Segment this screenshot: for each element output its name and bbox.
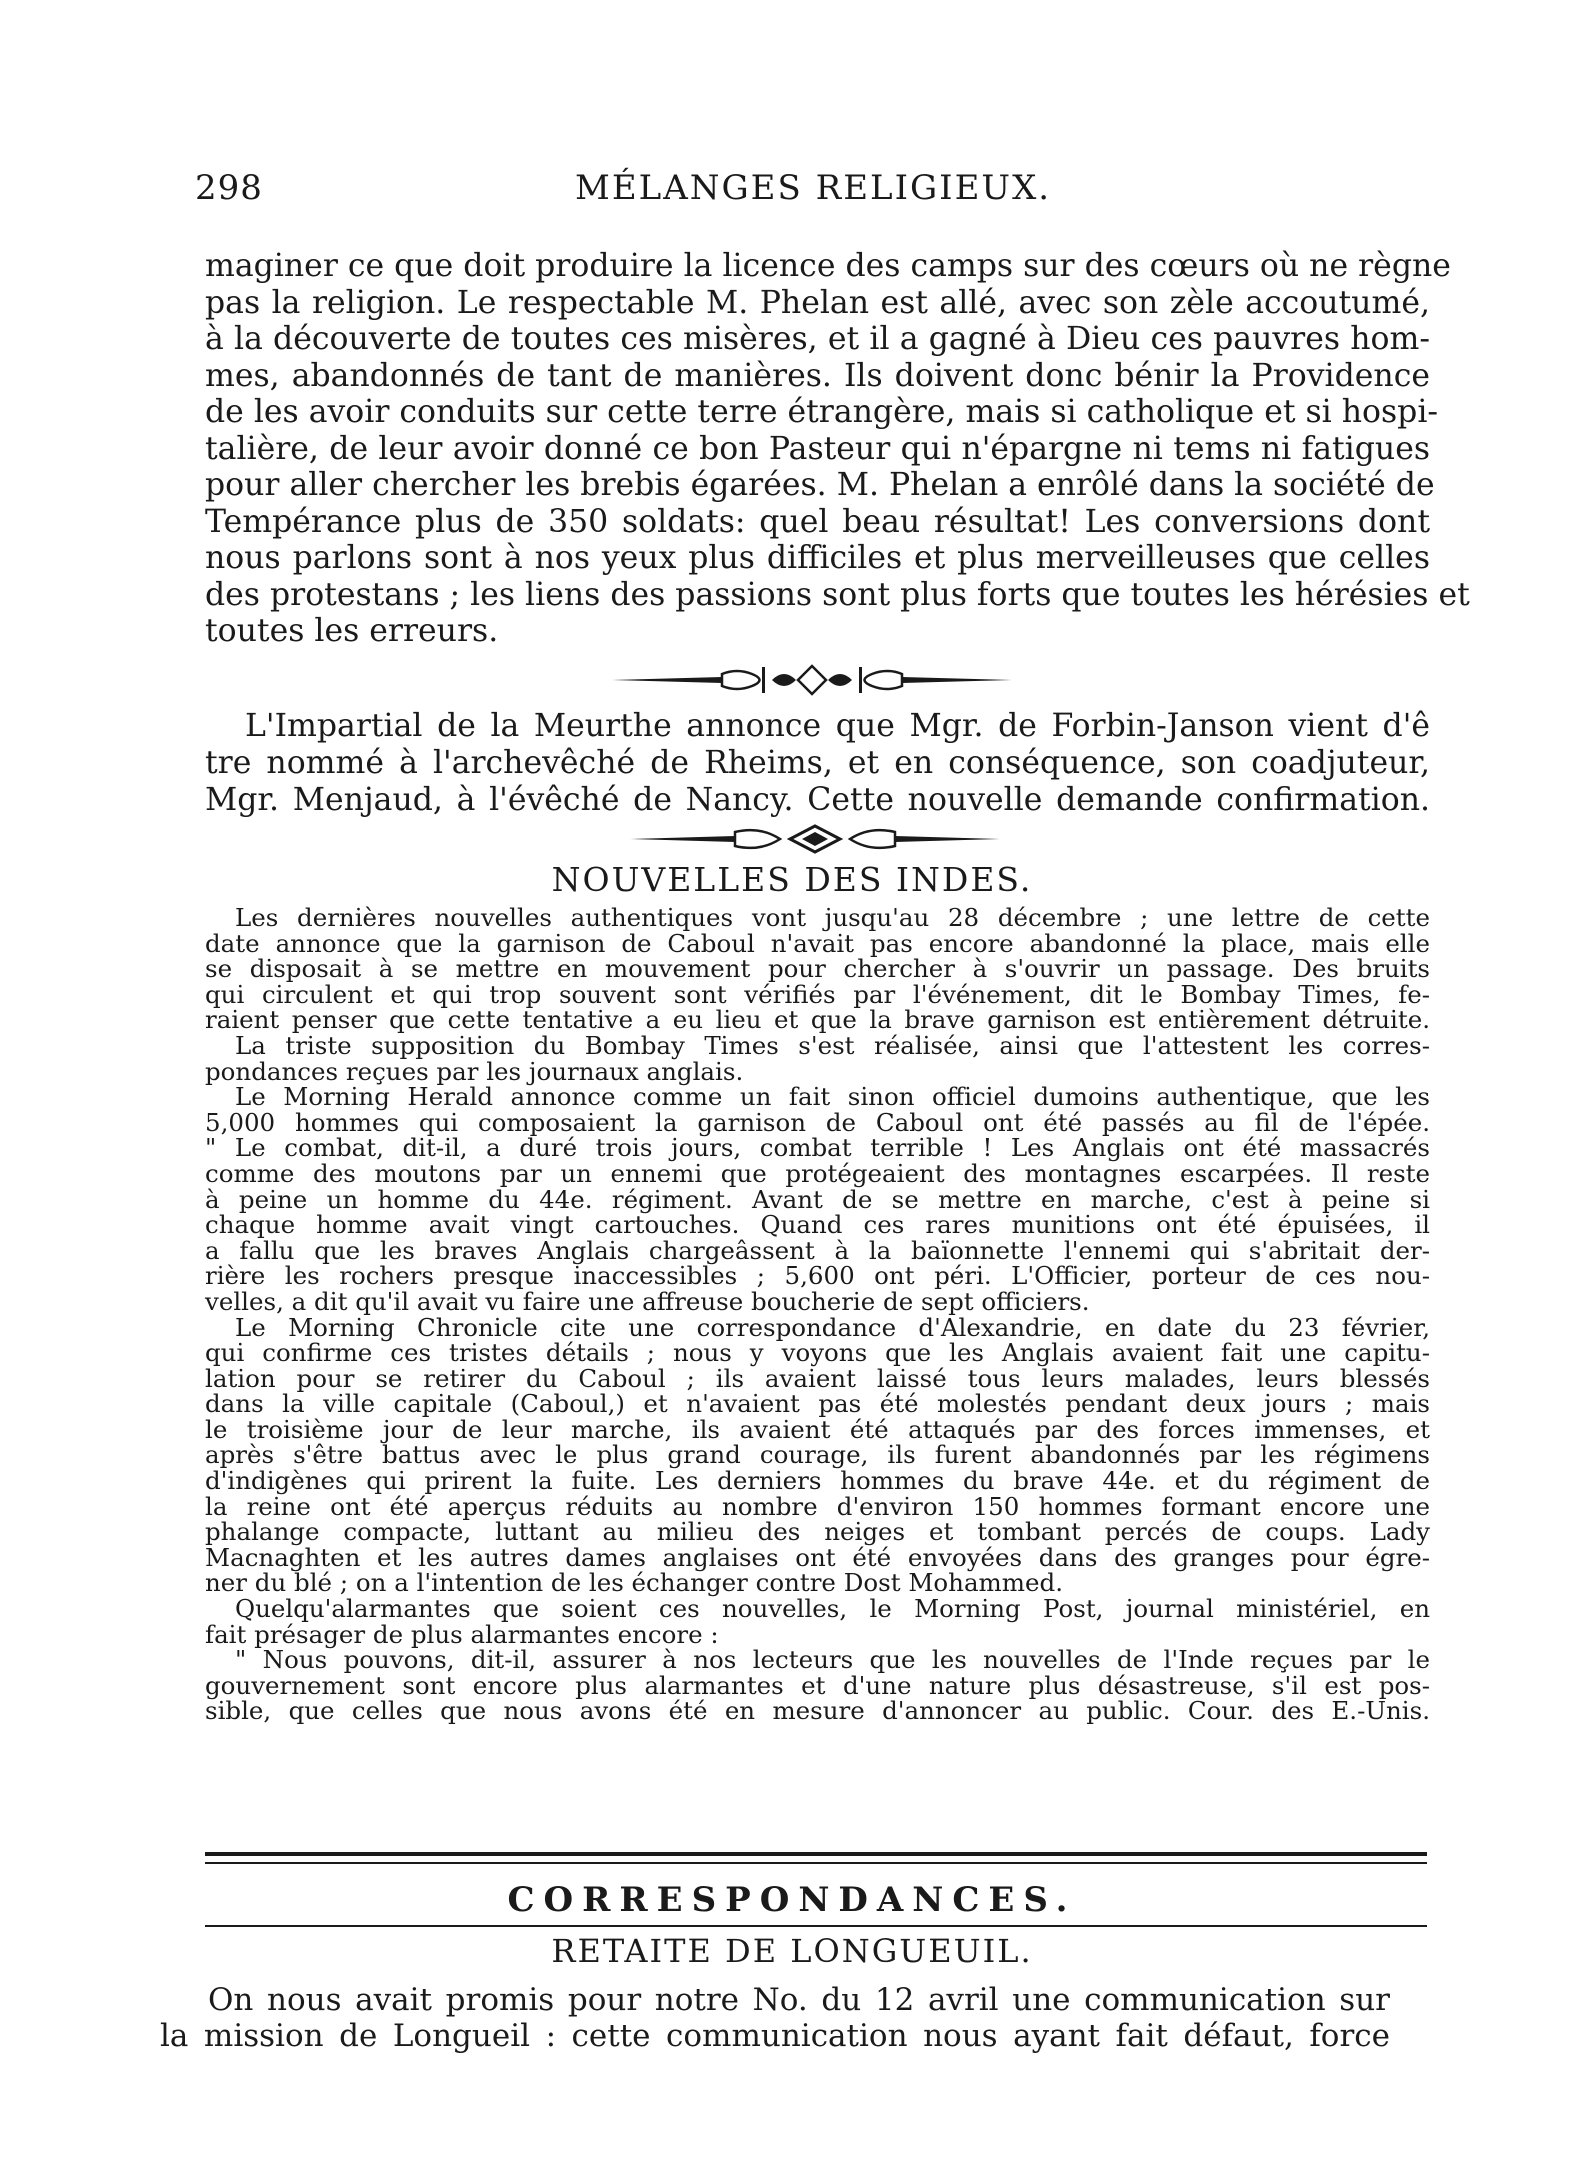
text-line: nous parlons sont à nos yeux plus difficiles et plus merveilleuses que celles bbox=[205, 540, 1430, 576]
text-line: tre nommé à l'archevêché de Rheims, et en conséquence, son coadjuteur, bbox=[205, 745, 1430, 781]
text-line: rière les rochers presque inaccessibles ; 5,600 ont péri. L'Officier, porteur de ces nou- bbox=[205, 1261, 1430, 1291]
text-line: toutes les erreurs. bbox=[205, 613, 499, 649]
text-line: " Le combat, dit-il, a duré trois jours, combat terrible ! Les Anglais ont été massacrés bbox=[205, 1133, 1430, 1163]
running-head bbox=[195, 168, 1425, 218]
subsection-heading-retaite: RETAITE DE LONGUEUIL. bbox=[551, 1932, 1033, 1970]
text-line: après s'être battus avec le plus grand courage, ils furent abandonnés par les régimens bbox=[205, 1440, 1430, 1470]
text-line: qui circulent et qui trop souvent sont vérifiés par l'événement, dit le Bombay Times, fe- bbox=[205, 979, 1430, 1009]
text-line: La triste supposition du Bombay Times s'est réalisée, ainsi que l'attestent les corres- bbox=[235, 1030, 1430, 1060]
text-line: date annonce que la garnison de Caboul n'avait pas encore abandonné la place, mais elle bbox=[205, 928, 1430, 958]
text-line: Les dernières nouvelles authentiques vont jusqu'au 28 décembre ; une lettre de cette bbox=[235, 903, 1430, 932]
text-line: pour aller chercher les brebis égarées. M. Phelan a enrôlé dans la société de bbox=[205, 467, 1435, 503]
text-line: velles, a dit qu'il avait vu faire une affreuse boucherie de sept officiers. bbox=[205, 1286, 1090, 1316]
news-body bbox=[205, 905, 1430, 1724]
text-line: chaque homme avait vingt cartouches. Quand ces rares munitions ont été épuisées, il bbox=[205, 1210, 1430, 1240]
text-line: talière, de leur avoir donné ce bon Pasteur qui n'épargne ni tems ni fatigues bbox=[205, 430, 1430, 467]
retaite-body bbox=[160, 1982, 1390, 2054]
double-rule-top bbox=[205, 1852, 1427, 1856]
text-line: pondances reçues par les journaux anglais. bbox=[205, 1056, 744, 1086]
paragraph-intro bbox=[205, 248, 1470, 650]
text-line: phalange compacte, luttant au milieu des neiges et tombant percés de coups. Lady bbox=[205, 1517, 1430, 1547]
text-line: à la découverte de toutes ces misères, et il a gagné à Dieu ces pauvres hom- bbox=[205, 321, 1430, 357]
text-line: Le Morning Chronicle cite une correspondance d'Alexandrie, en date du 23 février, bbox=[235, 1312, 1430, 1342]
text-line: Mgr. Menjaud, à l'évêché de Nancy. Cette nouvelle demande confirmation. bbox=[205, 782, 1430, 818]
text-line: ner du blé ; on a l'intention de les échanger contre Dost Mohammed. bbox=[205, 1568, 1063, 1598]
text-line: a fallu que les braves Anglais chargeâssent à la baïonnette l'ennemi qui s'abritait der- bbox=[205, 1235, 1430, 1265]
paragraph-announcement bbox=[205, 708, 1430, 819]
text-line: d'indigènes qui prirent la fuite. Les derniers hommes du brave 44e. et du régiment de bbox=[205, 1466, 1430, 1496]
text-line: la mission de Longueil : cette communication nous ayant fait défaut, force bbox=[160, 2018, 1390, 2054]
text-line: lation pour se retirer du Caboul ; ils avaient laissé tous leurs malades, leurs blessés bbox=[205, 1363, 1430, 1393]
text-line: L'Impartial de la Meurthe annonce que Mgr. de Forbin-Janson vient d'ê bbox=[245, 708, 1430, 744]
text-line: gouvernement sont encore plus alarmantes et d'une nature plus désastreuse, s'il est pos- bbox=[205, 1670, 1430, 1700]
text-line: mes, abandonnés de tant de manières. Ils doivent donc bénir la Providence bbox=[205, 357, 1430, 394]
text-line: raient penser que cette tentative a eu lieu et que la brave garnison est entièrement détruite. bbox=[205, 1005, 1430, 1035]
text-line: maginer ce que doit produire la licence des camps sur des cœurs où ne règne bbox=[205, 248, 1451, 284]
double-rule-bottom bbox=[205, 1862, 1427, 1864]
text-line: On nous avait promis pour notre No. du 12 avril une communication sur bbox=[208, 1982, 1390, 2018]
text-line: la reine ont été aperçus réduits au nombre d'environ 150 hommes formant encore une bbox=[205, 1491, 1430, 1521]
text-line: dans la ville capitale (Caboul,) et n'avaient pas été molestés pendant deux jours ; mais bbox=[205, 1389, 1430, 1419]
text-line: se disposait à se mettre en mouvement pour chercher à s'ouvrir un passage. Des bruits bbox=[205, 954, 1430, 984]
text-line: de les avoir conduits sur cette terre étrangère, mais si catholique et si hospi- bbox=[205, 394, 1439, 430]
text-line: à peine un homme du 44e. régiment. Avant de se mettre en marche, c'est à peine si bbox=[205, 1184, 1430, 1214]
section-heading-correspondances: CORRESPONDANCES. bbox=[507, 1880, 1077, 1920]
running-title: MÉLANGES RELIGIEUX. bbox=[575, 168, 1052, 208]
diamond-ornament bbox=[630, 824, 1000, 854]
text-line: comme des moutons par un ennemi que protégeaient des montagnes escarpées. Il reste bbox=[205, 1158, 1430, 1188]
text-line: " Nous pouvons, dit-il, assurer à nos lecteurs que les nouvelles de l'Inde reçues par le bbox=[235, 1645, 1430, 1675]
text-line: Quelqu'alarmantes que soient ces nouvelles, le Morning Post, journal ministériel, en bbox=[235, 1594, 1430, 1624]
single-rule bbox=[205, 1925, 1427, 1927]
text-line: Le Morning Herald annonce comme un fait sinon officiel dumoins authentique, que les bbox=[235, 1082, 1430, 1112]
text-line: fait présager de plus alarmantes encore : bbox=[205, 1619, 719, 1649]
text-line: qui confirme ces tristes détails ; nous y voyons que les Anglais avaient fait une capitu- bbox=[205, 1338, 1430, 1368]
text-line: pas la religion. Le respectable M. Phelan est allé, avec son zèle accoutumé, bbox=[205, 284, 1430, 321]
page-number: 298 bbox=[195, 168, 263, 208]
fleuron-ornament bbox=[612, 664, 1012, 696]
section-heading-nouvelles: NOUVELLES DES INDES. bbox=[551, 860, 1033, 899]
text-line: 5,000 hommes qui composaient la garnison de Caboul ont été passés au fil de l'épée. bbox=[205, 1107, 1430, 1137]
text-line: le troisième jour de leur marche, ils avaient été attaqués par des forces immenses, et bbox=[205, 1414, 1430, 1444]
text-line: sible, que celles que nous avons été en mesure d'annoncer au public. Cour. des E.-Unis. bbox=[205, 1696, 1430, 1726]
text-line: des protestans ; les liens des passions sont plus forts que toutes les hérésies et bbox=[205, 576, 1470, 613]
text-line: Macnaghten et les autres dames anglaises ont été envoyées dans des granges pour égre- bbox=[205, 1542, 1430, 1572]
text-line: Tempérance plus de 350 soldats: quel beau résultat! Les conversions dont bbox=[205, 503, 1430, 540]
